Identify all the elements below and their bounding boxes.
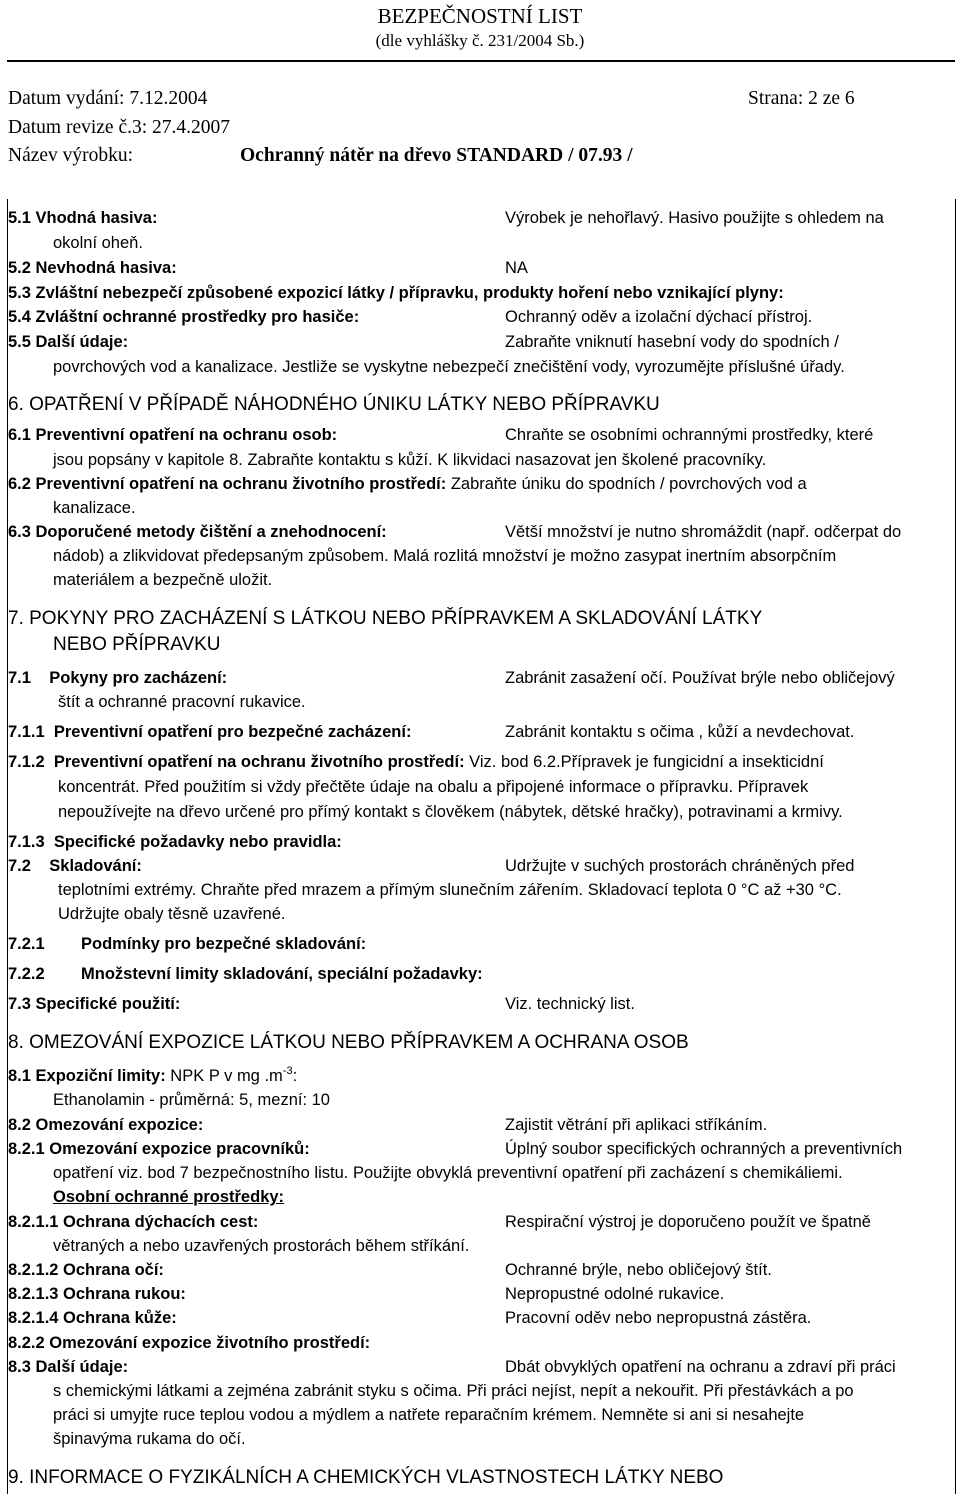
- s7-2-1-label: Podmínky pro bezpečné skladování:: [81, 935, 367, 953]
- s8-2-1-label: 8.2.1 Omezování expozice pracovníků:: [8, 1140, 310, 1158]
- s8-2-2-label: 8.2.2 Omezování expozice životního prostředí:: [8, 1334, 371, 1352]
- s7-3-label: 7.3 Specifické použití:: [8, 995, 181, 1013]
- s8-2-1-2-label: 8.2.1.2 Ochrana očí:: [8, 1261, 164, 1279]
- revision-date: Datum revize č.3: 27.4.2007: [8, 117, 231, 138]
- s9-heading: 9. INFORMACE O FYZIKÁLNÍCH A CHEMICKÝCH VLASTNOSTECH LÁTKY NEBO: [8, 1467, 724, 1488]
- issue-date: Datum vydání: 7.12.2004: [8, 88, 208, 109]
- s8-1-label: 8.1 Expoziční limity:: [8, 1067, 166, 1085]
- s8-1-cont: Ethanolamin - průměrná: 5, mezní: 10: [53, 1091, 330, 1109]
- s6-heading: 6. OPATŘENÍ V PŘÍPADĚ NÁHODNÉHO ÚNIKU LÁTKY NEBO PŘÍPRAVKU: [8, 394, 660, 415]
- frame-right-border: [955, 199, 956, 1494]
- s8-3-label: 8.3 Další údaje:: [8, 1358, 129, 1376]
- s5-1-label: 5.1 Vhodná hasiva:: [8, 209, 158, 227]
- s7-1-value: Zabránit zasažení očí. Používat brýle nebo obličejový: [505, 669, 895, 687]
- s6-3-label: 6.3 Doporučené metody čištění a znehodnocení:: [8, 523, 387, 541]
- s7-heading-line2: NEBO PŘÍPRAVKU: [53, 634, 221, 655]
- s7-1-2-line: [8, 753, 824, 772]
- s6-2-label: 6.2 Preventivní opatření na ochranu životního prostředí:: [8, 475, 447, 493]
- s8-1-line: [8, 1067, 297, 1086]
- s7-2-1-number: 7.2.1: [8, 935, 45, 953]
- s7-1-2-cont2: nepoužívejte na dřevo určené pro přímý kontakt s člověkem (nábytek, dětské hračky), potravinami a krmivy.: [58, 803, 843, 821]
- document-title: BEZPEČNOSTNÍ LIST: [377, 4, 583, 28]
- s5-3-label: 5.3 Zvláštní nebezpečí způsobené expozicí látky / přípravku, produkty hoření nebo vznikající plyny:: [8, 284, 784, 302]
- s5-1-cont: okolní oheň.: [53, 234, 143, 252]
- s7-1-label: 7.1 Pokyny pro zacházení:: [8, 669, 228, 687]
- s7-2-2-label: Množstevní limity skladování, speciální požadavky:: [81, 965, 483, 983]
- s6-3-cont1: nádob) a zlikvidovat předepsaným způsobem. Malá rozlitá množství je možno zasypat inertním absorpčním: [53, 547, 837, 565]
- s7-1-2-value: Viz. bod 6.2.Přípravek je fungicidní a insekticidní: [464, 753, 824, 771]
- product-name: Ochranný nátěr na dřevo STANDARD / 07.93 /: [240, 145, 633, 166]
- s8-2-1-1-value: Respirační výstroj je doporučeno použít ve špatně: [505, 1213, 871, 1231]
- s6-2-cont: kanalizace.: [53, 499, 136, 517]
- document-subtitle: (dle vyhlášky č. 231/2004 Sb.): [375, 31, 585, 50]
- s7-1-1-label: 7.1.1 Preventivní opatření pro bezpečné zacházení:: [8, 723, 412, 741]
- s6-3-cont2: materiálem a bezpečně uložit.: [53, 571, 273, 589]
- s7-1-cont: štít a ochranné pracovní rukavice.: [58, 693, 306, 711]
- s5-2-label: 5.2 Nevhodná hasiva:: [8, 259, 177, 277]
- s8-2-1-4-label: 8.2.1.4 Ochrana kůže:: [8, 1309, 177, 1327]
- s7-2-cont2: Udržujte obaly těsně uzavřené.: [58, 905, 286, 923]
- s7-2-2-number: 7.2.2: [8, 965, 45, 983]
- s8-3-cont1: s chemickými látkami a zejména zabránit styku s očima. Při práci nejíst, nepít a nekouřit. Při přestávkách a po: [53, 1382, 854, 1400]
- s5-4-label: 5.4 Zvláštní ochranné prostředky pro hasiče:: [8, 308, 360, 326]
- ppe-heading: Osobní ochranné prostředky:: [53, 1188, 285, 1206]
- s8-heading: 8. OMEZOVÁNÍ EXPOZICE LÁTKOU NEBO PŘÍPRAVKEM A OCHRANA OSOB: [8, 1032, 689, 1053]
- s8-2-1-3-value: Nepropustné odolné rukavice.: [505, 1285, 725, 1303]
- s7-1-2-label: 7.1.2 Preventivní opatření na ochranu životního prostředí:: [8, 753, 465, 771]
- s8-2-1-3-label: 8.2.1.3 Ochrana rukou:: [8, 1285, 186, 1303]
- s8-3-value: Dbát obvyklých opatření na ochranu a zdraví při práci: [505, 1358, 896, 1376]
- s5-5-cont: povrchových vod a kanalizace. Jestliže se vyskytne nebezpečí znečištění vody, vyrozumějte příslušné úřady.: [53, 358, 845, 376]
- s6-1-label: 6.1 Preventivní opatření na ochranu osob:: [8, 426, 338, 444]
- s6-3-value: Větší množství je nutno shromáždit (např. odčerpat do: [505, 523, 902, 541]
- s8-1-value: NPK P v mg .m: [165, 1067, 283, 1085]
- s5-1-value: Výrobek je nehořlavý. Hasivo použijte s ohledem na: [505, 209, 884, 227]
- s5-4-value: Ochranný oděv a izolační dýchací přístroj.: [505, 308, 813, 326]
- s7-2-value: Udržujte v suchých prostorách chráněných před: [505, 857, 855, 875]
- s8-2-1-2-value: Ochranné brýle, nebo obličejový štít.: [505, 1261, 772, 1279]
- s8-3-cont2: práci si umyjte ruce teplou vodou a mýdlem a natřete reparačním krémem. Nemněte si ani si nesahejte: [53, 1406, 805, 1424]
- s7-1-2-cont1: koncentrát. Před použitím si vždy přečtěte údaje na obalu a připojené informace o přípravku. Přípravek: [58, 778, 809, 796]
- s8-2-1-value: Úplný soubor specifických ochranných a preventivních: [505, 1140, 903, 1158]
- s6-2-value: Zabraňte úniku do spodních / povrchových vod a: [446, 475, 807, 493]
- s8-3-cont3: špinavýma rukama do očí.: [53, 1430, 246, 1448]
- s7-heading-line1: 7. POKYNY PRO ZACHÁZENÍ S LÁTKOU NEBO PŘÍPRAVKEM A SKLADOVÁNÍ LÁTKY: [8, 608, 763, 629]
- s8-2-1-cont: opatření viz. bod 7 bezpečnostního listu. Použijte obvyklá preventivní opatření při zacházení s chemikáliemi.: [53, 1164, 843, 1182]
- header-rule: [7, 60, 955, 62]
- s8-1-tail: :: [292, 1067, 298, 1085]
- s8-2-1-4-value: Pracovní oděv nebo nepropustná zástěra.: [505, 1309, 812, 1327]
- s8-2-1-1-cont: větraných a nebo uzavřených prostorách během stříkání.: [53, 1237, 470, 1255]
- product-label: Název výrobku:: [8, 145, 134, 166]
- s5-5-value: Zabraňte vniknutí hasební vody do spodních /: [505, 333, 839, 351]
- s7-1-1-value: Zabránit kontaktu s očima , kůží a nevdechovat.: [505, 723, 855, 741]
- s8-1-sup: -3: [282, 1065, 293, 1077]
- s7-1-3-label: 7.1.3 Specifické požadavky nebo pravidla:: [8, 833, 342, 851]
- s8-2-1-1-label: 8.2.1.1 Ochrana dýchacích cest:: [8, 1213, 259, 1231]
- page-number: Strana: 2 ze 6: [748, 88, 855, 109]
- s6-1-value: Chraňte se osobními ochrannými prostředky, které: [505, 426, 874, 444]
- s8-2-value: Zajistit větrání při aplikaci stříkáním.: [505, 1116, 768, 1134]
- s6-2-line: [8, 475, 807, 494]
- s6-1-cont: jsou popsány v kapitole 8. Zabraňte kontaktu s kůží. K likvidaci nasazovat jen školené pracovníky.: [53, 451, 767, 469]
- s5-2-value: NA: [505, 259, 528, 277]
- s7-3-value: Viz. technický list.: [505, 995, 635, 1013]
- s7-2-cont1: teplotními extrémy. Chraňte před mrazem a přímým slunečním zářením. Skladovací teplota 0 °C až +30 °C.: [58, 881, 842, 899]
- s7-2-label: 7.2 Skladování:: [8, 857, 142, 875]
- s8-2-label: 8.2 Omezování expozice:: [8, 1116, 204, 1134]
- s5-5-label: 5.5 Další údaje:: [8, 333, 129, 351]
